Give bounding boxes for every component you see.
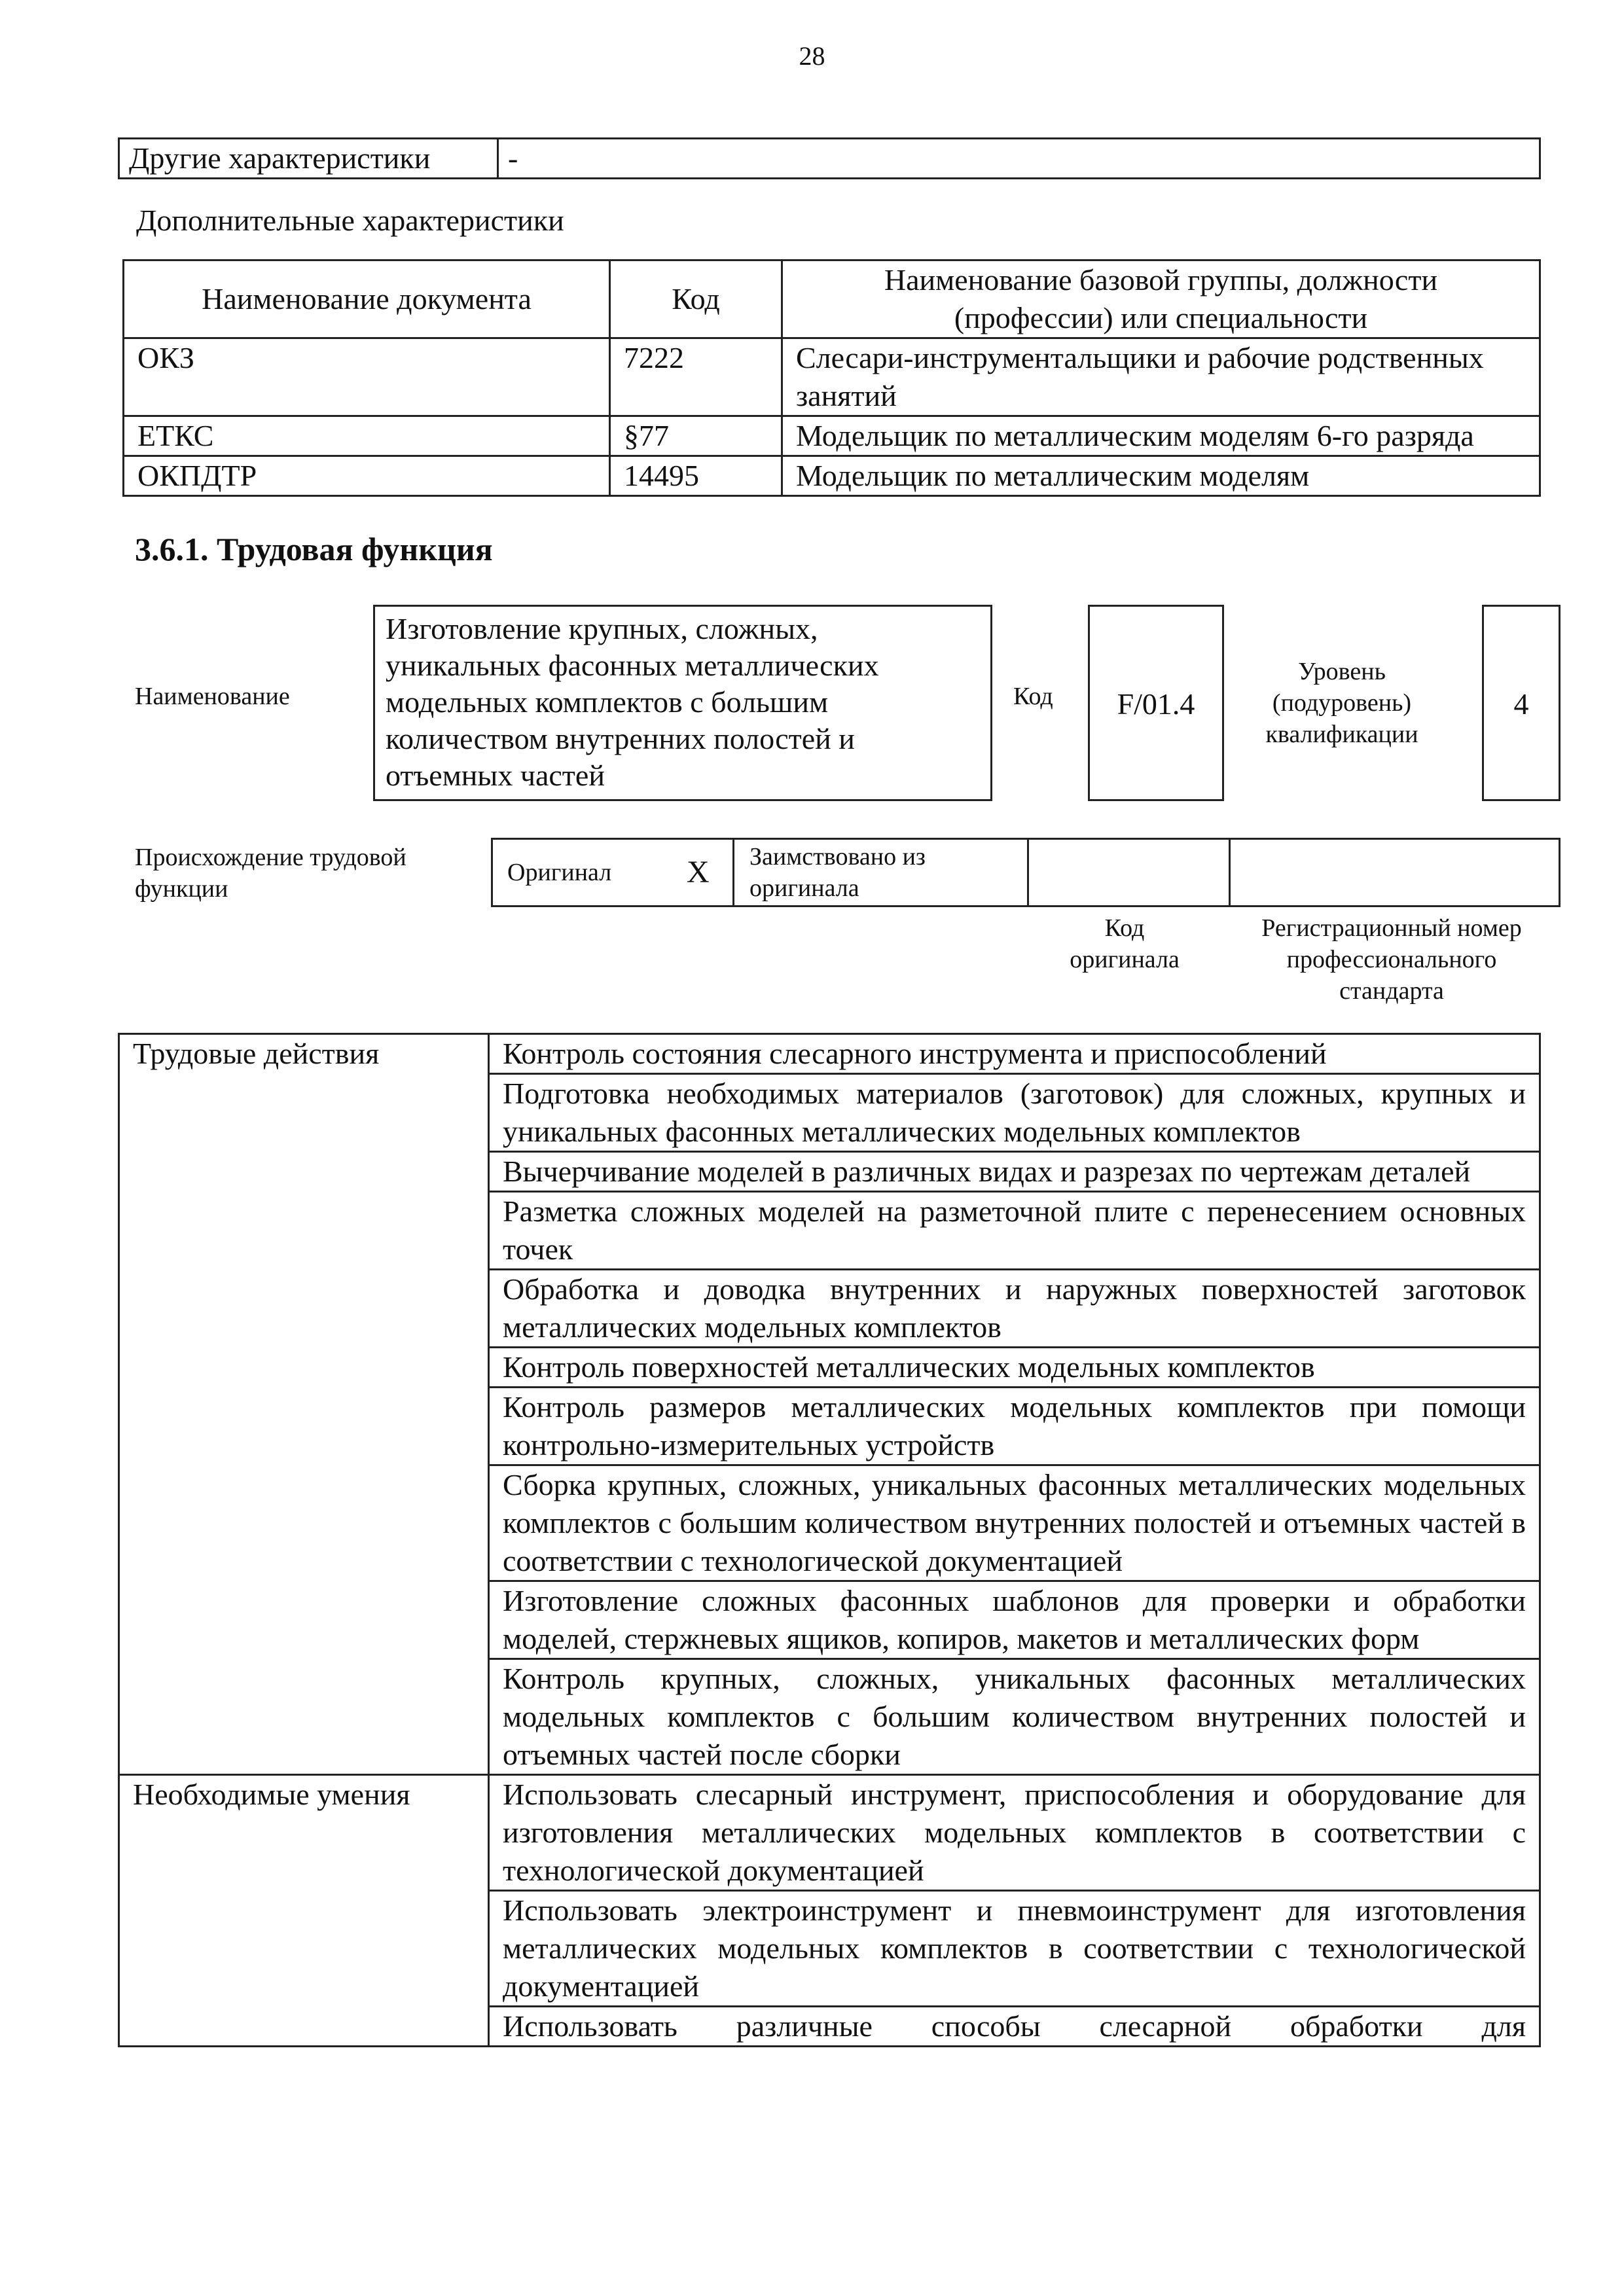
function-name-line: отъемных частей bbox=[386, 759, 605, 792]
labor-action-item: Контроль поверхностей металлических модельных комплектов bbox=[489, 1348, 1540, 1388]
skill-item: Использовать электроинструмент и пневмоинструмент для изготовления металлических модельных комплектов в соответствии с технологической документацией bbox=[489, 1891, 1540, 2007]
function-name-line: Изготовление крупных, сложных, bbox=[386, 612, 818, 645]
qualification-level-label bbox=[1257, 656, 1427, 750]
skill-item: Использовать различные способы слесарной обработки для bbox=[489, 2007, 1540, 2047]
level-label-line: квалификации bbox=[1265, 721, 1418, 748]
other-characteristics-value: - bbox=[498, 139, 1540, 179]
row-name: Модельщик по металлическим моделям bbox=[782, 456, 1540, 496]
function-code-box bbox=[1088, 605, 1224, 801]
original-mark: X bbox=[687, 855, 710, 889]
row-document: ЕТКС bbox=[124, 416, 610, 456]
caption-line: стандарта bbox=[1339, 977, 1444, 1005]
original-label: Оригинал bbox=[507, 859, 612, 886]
additional-characteristics-table bbox=[122, 259, 1541, 497]
other-characteristics-table bbox=[118, 137, 1541, 179]
original-code-caption bbox=[1026, 912, 1223, 975]
function-name-line: уникальных фасонных металлических bbox=[386, 649, 879, 682]
level-label-line: (подуровень) bbox=[1272, 689, 1412, 717]
row-code: §77 bbox=[610, 416, 782, 456]
divider bbox=[1229, 840, 1231, 905]
labor-action-item: Вычерчивание моделей в различных видах и разрезах по чертежам деталей bbox=[489, 1152, 1540, 1192]
origin-label-line: Происхождение трудовой bbox=[135, 844, 406, 871]
row-document: ОКЗ bbox=[124, 338, 610, 416]
level-label-line: Уровень bbox=[1298, 658, 1386, 685]
origin-label-line: функции bbox=[135, 875, 228, 903]
labor-action-item: Изготовление сложных фасонных шаблонов для проверки и обработки моделей, стержневых ящиков, копиров, макетов и металлических форм bbox=[489, 1581, 1540, 1659]
row-code: 14495 bbox=[610, 456, 782, 496]
additional-characteristics-title: Дополнительные характеристики bbox=[136, 204, 564, 237]
skills-label: Необходимые умения bbox=[119, 1775, 489, 2047]
table-row bbox=[119, 1775, 1540, 1891]
row-name: Модельщик по металлическим моделям 6-го разряда bbox=[782, 416, 1540, 456]
labor-action-item: Контроль состояния слесарного инструмента и приспособлений bbox=[489, 1034, 1540, 1074]
header-document: Наименование документа bbox=[124, 260, 610, 338]
labor-action-item: Разметка сложных моделей на разметочной плите с перенесением основных точек bbox=[489, 1192, 1540, 1270]
name-label: Наименование bbox=[135, 683, 290, 710]
header-group bbox=[782, 260, 1540, 338]
borrowed-line: Заимствовано из bbox=[749, 843, 926, 870]
caption-line: оригинала bbox=[1070, 946, 1180, 973]
qualification-level-box bbox=[1482, 605, 1561, 801]
labor-action-item: Контроль крупных, сложных, уникальных фасонных металлических модельных комплектов с большим количеством внутренних полостей и отъемных частей после сборки bbox=[489, 1659, 1540, 1775]
header-group-line2: (профессии) или специальности bbox=[954, 301, 1368, 334]
table-row bbox=[124, 338, 1540, 416]
table-header-row bbox=[124, 260, 1540, 338]
labor-action-item: Обработка и доводка внутренних и наружных поверхностей заготовок металлических модельных комплектов bbox=[489, 1270, 1540, 1348]
divider bbox=[1027, 840, 1029, 905]
page-number: 28 bbox=[799, 41, 825, 71]
origin-table bbox=[491, 838, 1561, 907]
table-row bbox=[124, 416, 1540, 456]
labor-action-item: Сборка крупных, сложных, уникальных фасонных металлических модельных комплектов с большим количеством внутренних полостей и отъемных частей в соответствии с технологической документацией bbox=[489, 1465, 1540, 1581]
function-name-box bbox=[373, 605, 992, 801]
header-code: Код bbox=[610, 260, 782, 338]
skill-item: Использовать слесарный инструмент, приспособления и оборудование для изготовления металлических модельных комплектов в соответствии с технологической документацией bbox=[489, 1775, 1540, 1891]
labor-action-item: Контроль размеров металлических модельных комплектов при помощи контрольно-измерительных устройств bbox=[489, 1388, 1540, 1465]
caption-line: профессионального bbox=[1286, 946, 1497, 973]
function-name-line: модельных комплектов с большим bbox=[386, 685, 829, 719]
row-code: 7222 bbox=[610, 338, 782, 416]
qualification-level-value: 4 bbox=[1513, 687, 1529, 721]
registration-number-caption bbox=[1228, 912, 1555, 1007]
row-name: Слесари-инструментальщики и рабочие родственных занятий bbox=[782, 338, 1540, 416]
header-group-line1: Наименование базовой группы, должности bbox=[884, 263, 1438, 296]
labor-function-table bbox=[118, 1033, 1541, 2047]
row-document: ОКПДТР bbox=[124, 456, 610, 496]
borrowed-label bbox=[749, 841, 926, 904]
code-label: Код bbox=[1013, 683, 1053, 710]
section-title: 3.6.1. Трудовая функция bbox=[135, 531, 493, 567]
borrowed-line: оригинала bbox=[749, 874, 859, 902]
other-characteristics-label: Другие характеристики bbox=[119, 139, 498, 179]
function-code-value: F/01.4 bbox=[1117, 687, 1195, 721]
caption-line: Код bbox=[1104, 914, 1145, 942]
divider bbox=[732, 840, 734, 905]
origin-label bbox=[135, 842, 406, 905]
function-name-line: количеством внутренних полостей и bbox=[386, 722, 855, 755]
labor-action-item: Подготовка необходимых материалов (заготовок) для сложных, крупных и уникальных фасонных металлических модельных комплектов bbox=[489, 1074, 1540, 1152]
labor-actions-label: Трудовые действия bbox=[119, 1034, 489, 1775]
table-row bbox=[124, 456, 1540, 496]
caption-line: Регистрационный номер bbox=[1261, 914, 1522, 942]
table-row bbox=[119, 1034, 1540, 1074]
